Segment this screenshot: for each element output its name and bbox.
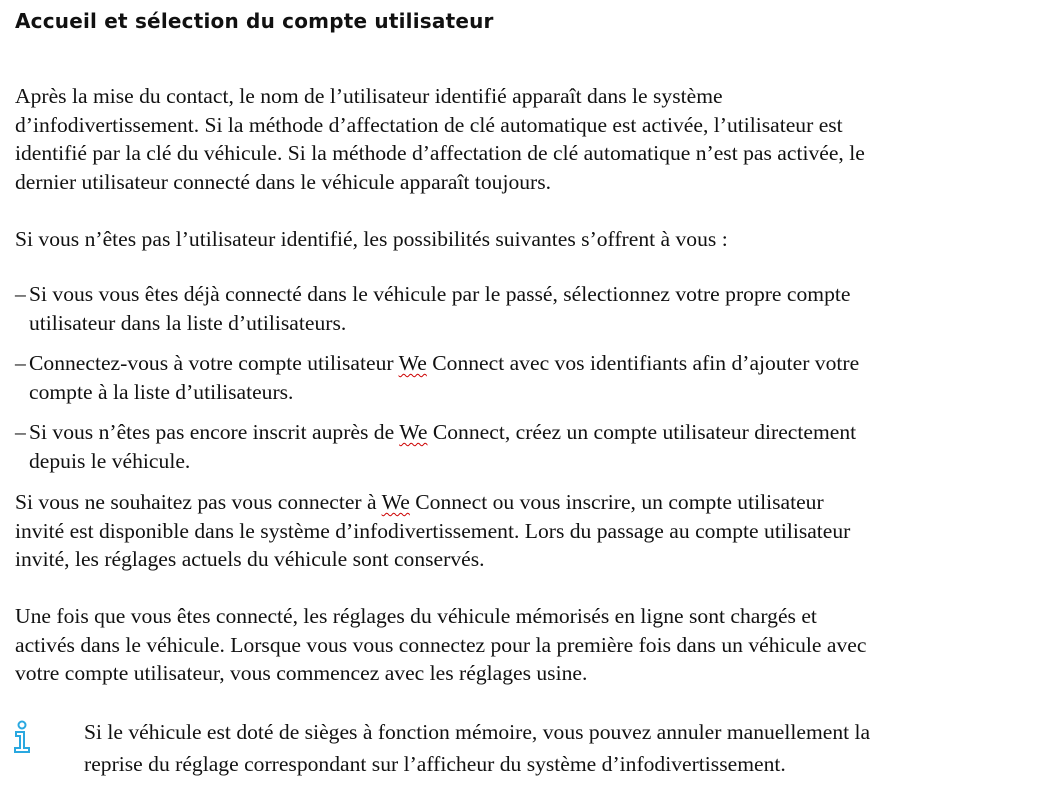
text-line: invité est disponible dans le système d’infodivertissement. Lors du passage au compte utilisateur bbox=[15, 518, 851, 543]
text-line: reprise du réglage correspondant sur l’afficheur du système d’infodivertissement. bbox=[84, 752, 786, 776]
text-line: Si vous vous êtes déjà connecté dans le véhicule par le passé, sélectionnez votre propre compte bbox=[29, 282, 851, 306]
text-line: utilisateur dans la liste d’utilisateurs. bbox=[29, 310, 347, 335]
text-segment: Si vous n’êtes pas encore inscrit auprès de bbox=[29, 420, 400, 444]
list-item bbox=[15, 349, 859, 406]
text-line: dernier utilisateur connecté dans le véhicule apparaît toujours. bbox=[15, 169, 552, 194]
paragraph-guest-account bbox=[15, 488, 850, 574]
info-icon bbox=[12, 720, 32, 754]
paragraph-intro bbox=[15, 82, 865, 196]
text-line: votre compte utilisateur, vous commencez avec les réglages usine. bbox=[15, 661, 588, 686]
text-segment: Connect ou vous inscrire, un compte utilisateur bbox=[409, 490, 824, 514]
text-line: Si le véhicule est doté de sièges à fonction mémoire, vous pouvez annuler manuellement la bbox=[84, 720, 871, 744]
paragraph-settings bbox=[15, 602, 866, 688]
bullet-dash: – bbox=[15, 351, 26, 375]
text-line: activés dans le véhicule. Lorsque vous vous connectez pour la première fois dans un véhicule avec bbox=[15, 632, 867, 657]
text-segment: Si vous ne souhaitez pas vous connecter à bbox=[15, 490, 382, 514]
spellcheck-word: We bbox=[381, 490, 410, 514]
text-line: depuis le véhicule. bbox=[29, 448, 191, 473]
bullet-dash: – bbox=[15, 282, 26, 306]
text-line: invité, les réglages actuels du véhicule sont conservés. bbox=[15, 547, 485, 572]
info-note bbox=[84, 716, 870, 780]
bullet-dash: – bbox=[15, 420, 26, 444]
spellcheck-word: We bbox=[399, 420, 428, 444]
text-line: d’infodivertissement. Si la méthode d’affectation de clé automatique est activée, l’utilisateur est bbox=[15, 112, 843, 137]
list-item bbox=[15, 280, 850, 337]
list-item bbox=[15, 418, 856, 475]
spellcheck-word: We bbox=[398, 351, 427, 375]
paragraph-options-intro bbox=[15, 225, 728, 254]
text-line: Si vous n’êtes pas l’utilisateur identifié, les possibilités suivantes s’offrent à vous : bbox=[15, 227, 728, 251]
text-segment: Connect avec vos identifiants afin d’ajouter votre bbox=[426, 351, 860, 375]
text-line: Une fois que vous êtes connecté, les réglages du véhicule mémorisés en ligne sont chargés et bbox=[15, 604, 817, 628]
text-segment: Connectez-vous à votre compte utilisateur bbox=[29, 351, 399, 375]
text-segment: Connect, créez un compte utilisateur directement bbox=[427, 420, 857, 444]
text-line: compte à la liste d’utilisateurs. bbox=[29, 379, 294, 404]
text-line: Après la mise du contact, le nom de l’utilisateur identifié apparaît dans le système bbox=[15, 84, 723, 108]
page-title: Accueil et sélection du compte utilisateur bbox=[15, 9, 494, 33]
text-line: identifié par la clé du véhicule. Si la méthode d’affectation de clé automatique n’est pas activée, le bbox=[15, 141, 865, 166]
